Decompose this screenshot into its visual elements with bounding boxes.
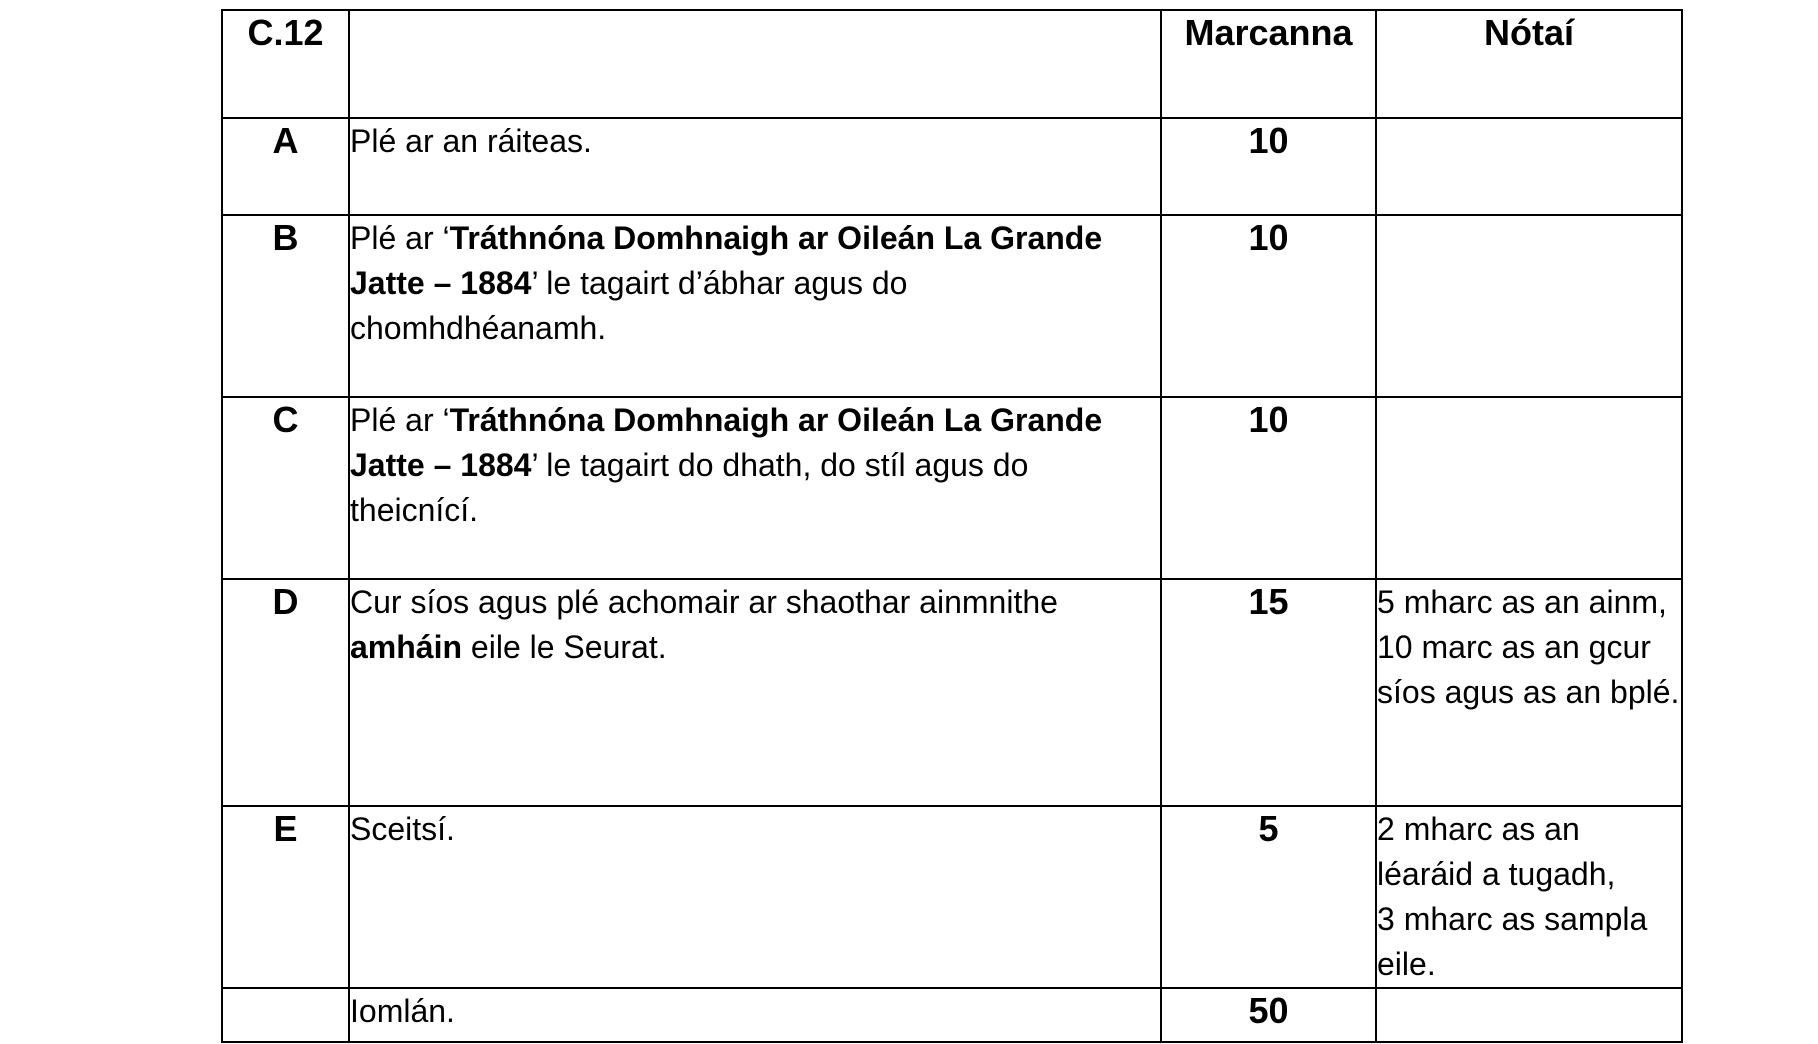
note-line: 2 mharc as an léaráid a tugadh, [1377, 811, 1616, 892]
part-label: E [222, 806, 349, 988]
total-marks: 50 [1161, 988, 1376, 1042]
part-description [349, 579, 1161, 806]
part-description [349, 215, 1161, 397]
part-marks: 10 [1161, 397, 1376, 579]
part-marks: 10 [1161, 215, 1376, 397]
description-bold-text: Tráthnóna Domhnaigh ar Oileán La Grande Jatte – 1884 [350, 220, 1103, 301]
part-marks: 5 [1161, 806, 1376, 988]
part-notes [1376, 579, 1682, 806]
marking-scheme-table [221, 9, 1683, 1043]
part-marks: 15 [1161, 579, 1376, 806]
description-text-tail: ’ le tagairt d’ábhar agus do chomhdhéanamh. [350, 265, 908, 346]
table-row [222, 397, 1682, 579]
part-label: D [222, 579, 349, 806]
part-description [349, 118, 1161, 215]
part-notes [1376, 397, 1682, 579]
description-text-tail: eile le Seurat. [462, 629, 667, 665]
table-row [222, 118, 1682, 215]
header-row [222, 10, 1682, 118]
description-text: Cur síos agus plé achomair ar shaothar ainmnithe [350, 584, 1058, 620]
part-label [222, 988, 349, 1042]
description-text: Plé ar an ráiteas. [350, 123, 592, 159]
table-row [222, 579, 1682, 806]
part-label: B [222, 215, 349, 397]
notes-header: Nótaí [1376, 10, 1682, 118]
question-number-header: C.12 [222, 10, 349, 118]
description-text-tail: ’ le tagairt do dhath, do stíl agus do theicnící. [350, 447, 1029, 528]
description-header [349, 10, 1161, 118]
part-notes [1376, 988, 1682, 1042]
total-row [222, 988, 1682, 1042]
description-text: Plé ar ‘ [350, 220, 450, 256]
table-row [222, 215, 1682, 397]
marks-header: Marcanna [1161, 10, 1376, 118]
description-text: Iomlán. [350, 993, 455, 1029]
note-line: 5 mharc as an ainm, [1377, 584, 1667, 620]
description-bold-text: amháin [350, 629, 463, 665]
part-notes [1376, 118, 1682, 215]
note-line: 3 mharc as sampla eile. [1377, 901, 1648, 982]
part-marks: 10 [1161, 118, 1376, 215]
table-row [222, 806, 1682, 988]
part-description [349, 397, 1161, 579]
part-notes [1376, 215, 1682, 397]
part-description [349, 806, 1161, 988]
description-bold-text: Tráthnóna Domhnaigh ar Oileán La Grande Jatte – 1884 [350, 402, 1103, 483]
description-text: Plé ar ‘ [350, 402, 450, 438]
part-notes [1376, 806, 1682, 988]
description-text: Sceitsí. [350, 811, 455, 847]
part-label: A [222, 118, 349, 215]
part-label: C [222, 397, 349, 579]
total-label [349, 988, 1161, 1042]
note-line: 10 marc as an gcur síos agus as an bplé. [1377, 629, 1680, 710]
